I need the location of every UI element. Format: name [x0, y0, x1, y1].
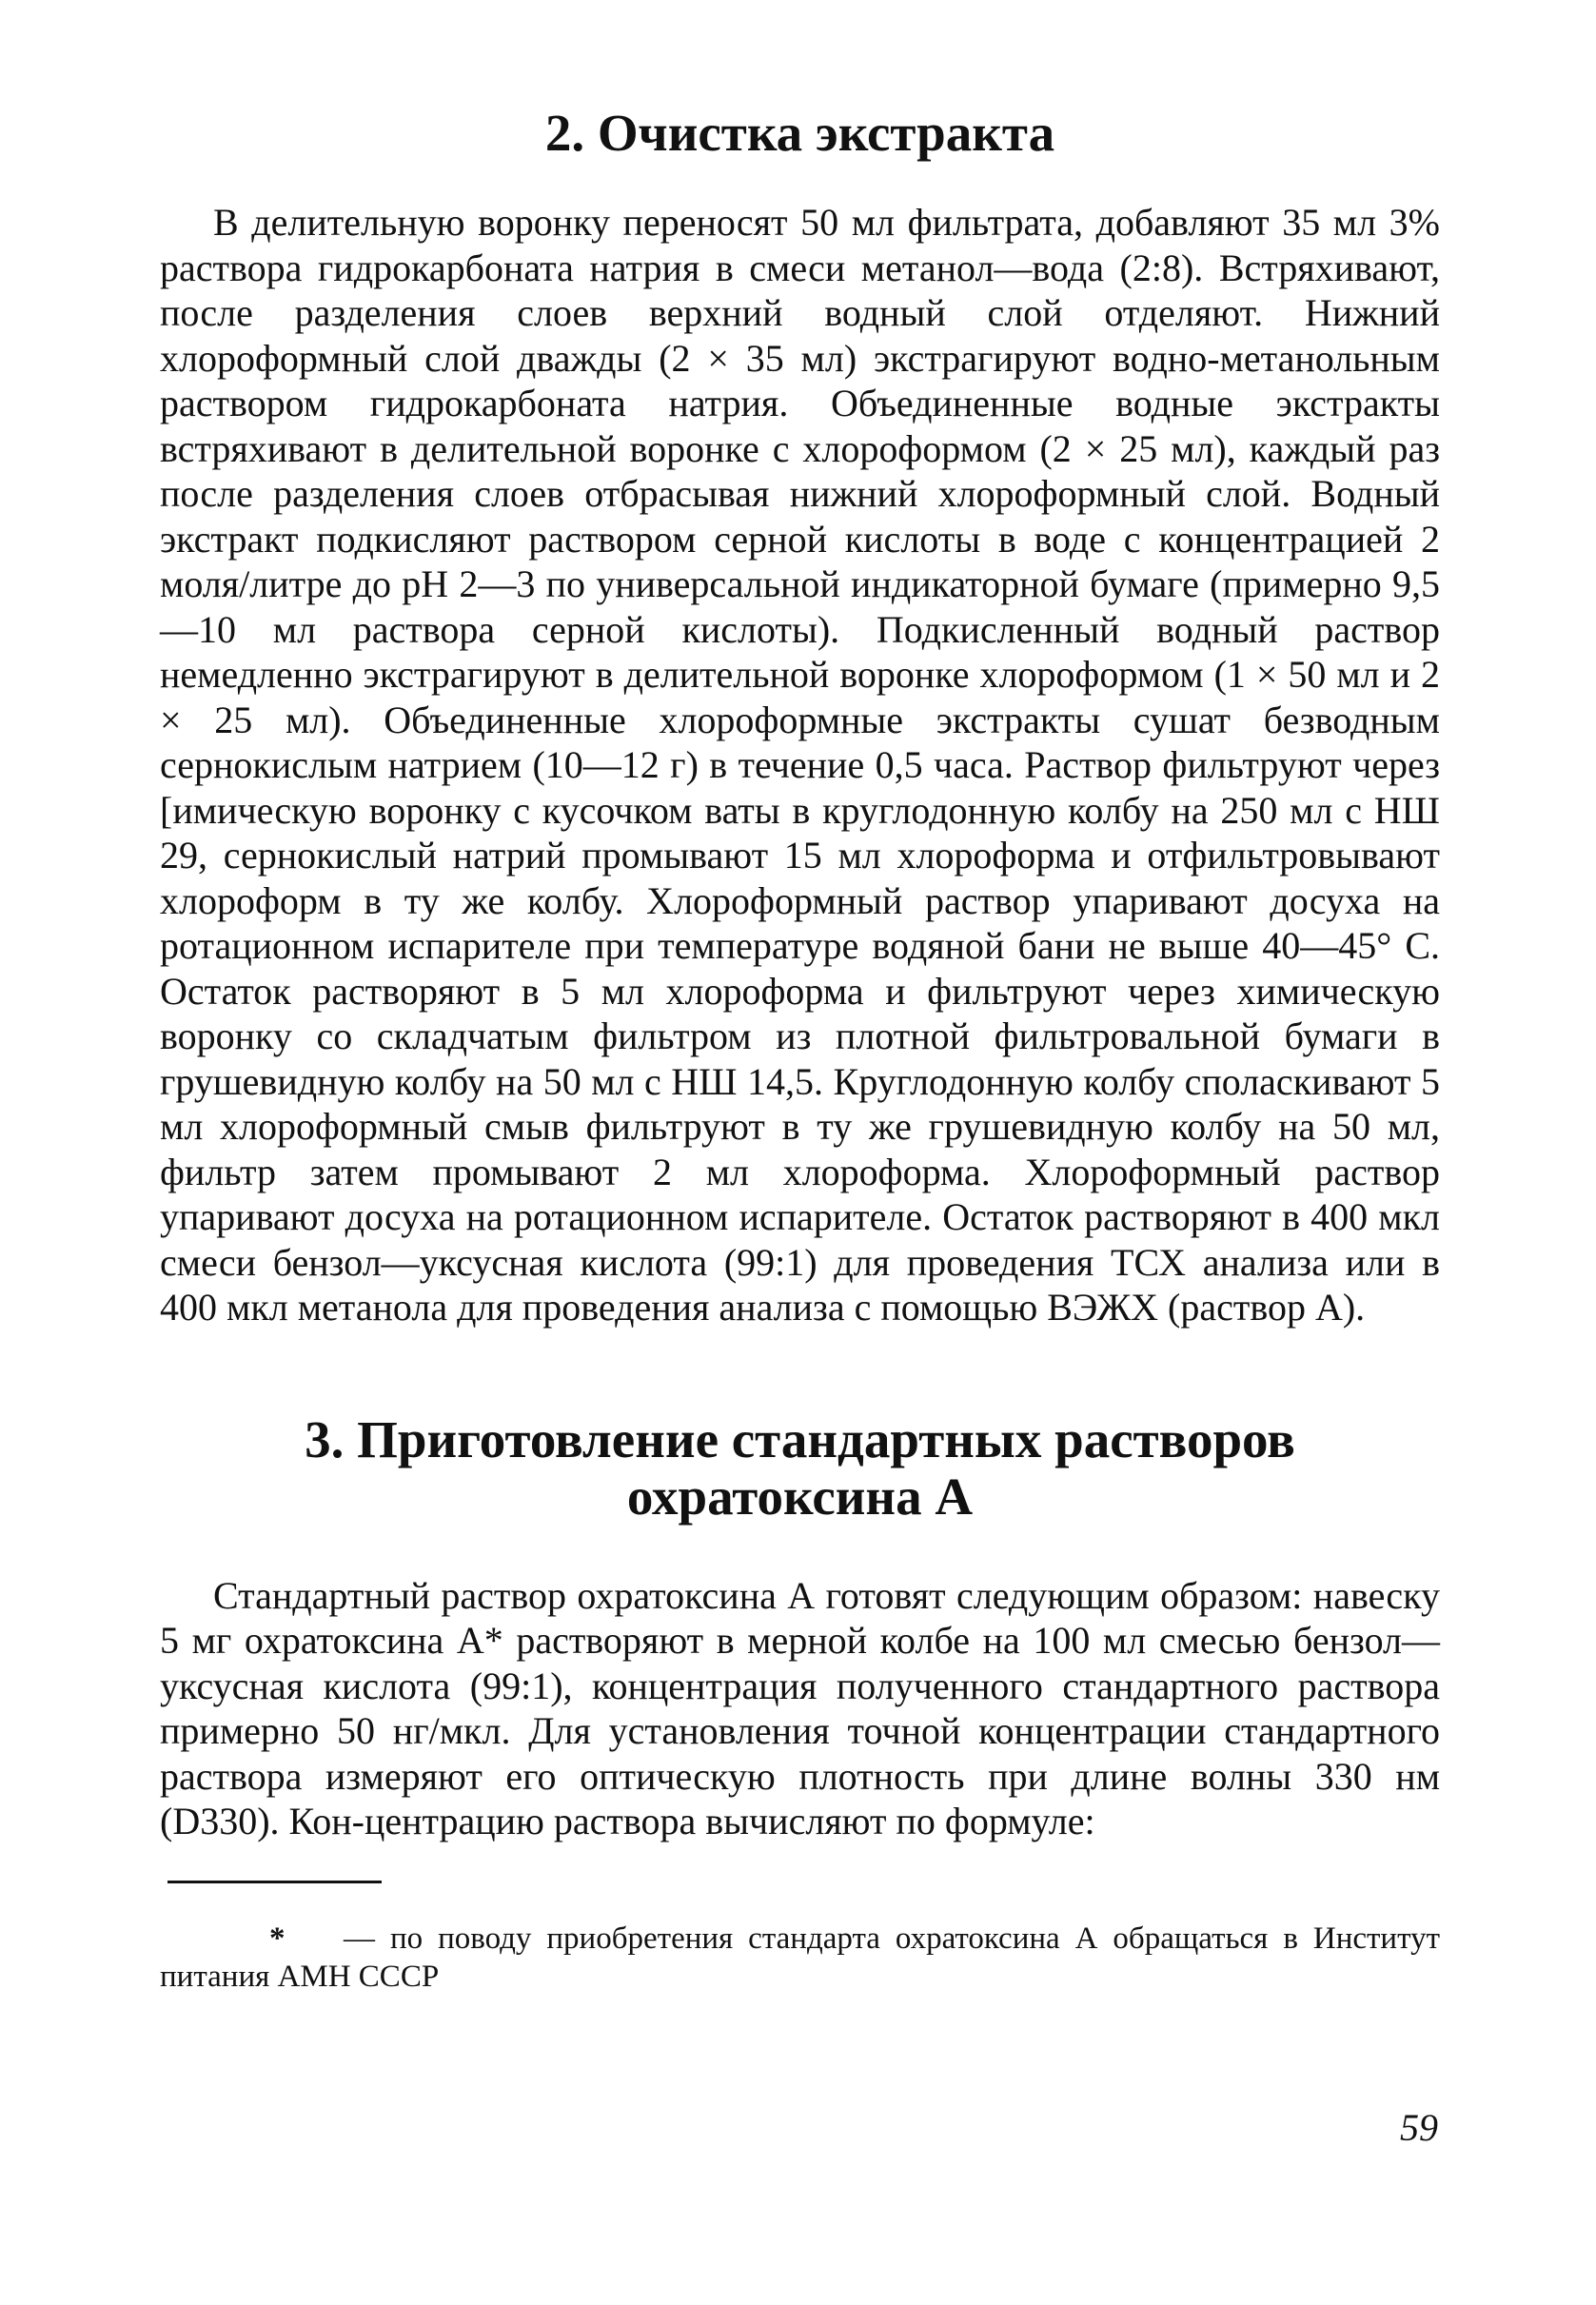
- section-3-heading-line-2: охратоксина А: [626, 1467, 974, 1526]
- section-3-paragraph: Стандартный раствор охратоксина А готовят следующим образом: навеску 5 мг охратоксина А* растворяют в мерной колбе на 100 мл смесью бензол—уксусная кислота (99:1), концентрация полученного стандартного раствора примерно 50 нг/мкл. Для установления точной концентрации стандартного раствора измеряют его оптическую плотность при длине волны 330 нм (D330). Кон-центрацию раствора вычисляют по формуле:: [160, 1573, 1440, 1842]
- document-page: [160, 105, 1440, 1996]
- footnote-text: — по поводу приобретения стандарта охратоксина А обращаться в Институт питания АМН СССР: [160, 1921, 1440, 1994]
- section-3-heading-line-1: 3. Приготовление стандартных растворов: [305, 1409, 1295, 1468]
- footnote-marker: *: [269, 1921, 286, 1956]
- footnote: [160, 1920, 1440, 1996]
- section-2-paragraph: В делительную воронку переносят 50 мл фильтрата, добавляют 35 мл 3% раствора гидрокарбоната натрия в смеси метанол—вода (2:8). Встряхивают, после разделения слоев верхний водный слой отделяют. Нижний хлороформный слой дважды (2 × 35 мл) экстрагируют водно-метанольным раствором гидрокарбоната натрия. Объединенные водные экстракты встряхивают в делительной воронке с хлороформом (2 × 25 мл), каждый раз после разделения слоев отбрасывая нижний хлороформный слой. Водный экстракт подкисляют раствором серной кислоты в воде с концентрацией 2 моля/литре до pH 2—3 по универсальной индикаторной бумаге (примерно 9,5—10 мл раствора серной кислоты). Подкисленный водный раствор немедленно экстрагируют в делительной воронке хлороформом (1 × 50 мл и 2 × 25 мл). Объединенные хлороформные экстракты сушат безводным сернокислым натрием (10—12 г) в течение 0,5 часа. Раствор фильтруют через [имическую воронку с кусочком ваты в круглодонную колбу на 250 мл с НШ 29, сернокислый натрий промывают 15 мл хлороформа и отфильтровывают хлороформ в ту же колбу. Хлороформный раствор упаривают досуха на ротационном испарителе при температуре водяной бани не выше 40—45° С. Остаток растворяют в 5 мл хлороформа и фильтруют через химическую воронку со складчатым фильтром из плотной фильтровальной бумаги в грушевидную колбу на 50 мл с НШ 14,5. Круглодонную колбу споласкивают 5 мл хлороформный смыв фильтруют в ту же грушевидную колбу на 50 мл, фильтр затем промывают 2 мл хлороформа. Хлороформный раствор упаривают досуха на ротационном испарителе. Остаток растворяют в 400 мкл смеси бензол—уксусная кислота (99:1) для проведения ТСХ анализа или в 400 мкл метанола для проведения анализа с помощью ВЭЖХ (раствор А).: [160, 201, 1440, 1329]
- footnote-divider: [167, 1881, 382, 1883]
- section-3-heading: [160, 1411, 1440, 1526]
- section-2-heading: 2. Очистка экстракта: [544, 104, 1055, 162]
- page-number: 59: [1400, 2106, 1438, 2149]
